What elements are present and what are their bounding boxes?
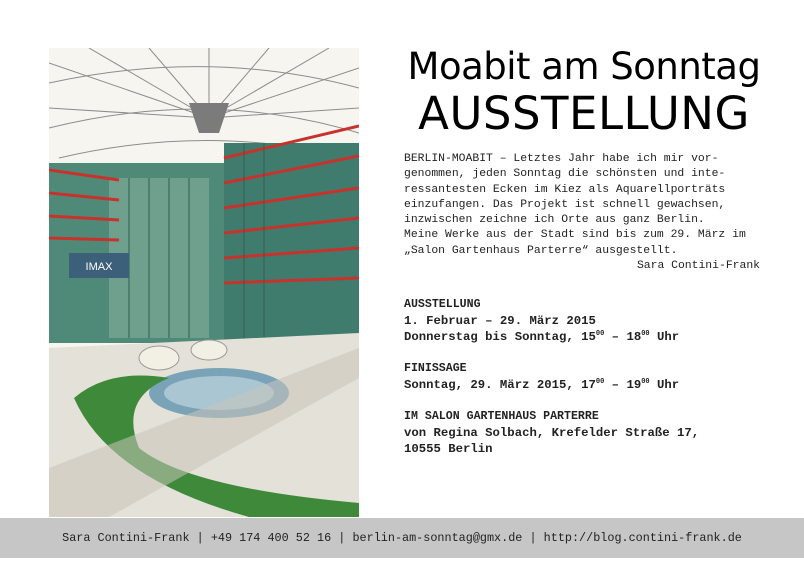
intro-text: [404, 152, 760, 274]
intro-line: ressantesten Ecken im Kiez als Aquarellporträts: [404, 183, 726, 196]
footer-email[interactable]: berlin-am-sonntag@gmx.de: [352, 531, 523, 545]
footer-name: Sara Contini-Frank: [62, 531, 190, 545]
exhibition-dates: 1. Februar – 29. März 2015: [404, 314, 596, 329]
intro-signature: Sara Contini-Frank: [636, 260, 760, 273]
venue-address-line-1: von Regina Solbach, Krefelder Straße 17,: [404, 426, 700, 441]
sony-center-watercolor-illustration: [49, 48, 359, 517]
title-line-2: AUSSTELLUNG: [418, 87, 750, 140]
finissage-heading: FINISSAGE: [404, 362, 467, 375]
footer-separator: |: [529, 531, 537, 545]
finissage-block: [404, 361, 679, 393]
footer-phone: +49 174 400 52 16: [210, 531, 332, 545]
intro-line: inzwischen zeichne ich Orte aus ganz Berlin.: [404, 214, 705, 227]
footer-contact-bar: [0, 518, 804, 558]
intro-line: genommen, jeden Sonntag die schönsten und inte-: [404, 168, 726, 181]
venue-block: [404, 409, 699, 458]
footer-separator: |: [338, 531, 346, 545]
intro-line: Meine Werke aus der Stadt sind bis zum 29. März im: [404, 229, 746, 242]
imax-sign-text: IMAX: [85, 261, 113, 273]
intro-line: BERLIN-MOABIT – Letztes Jahr habe ich mir vor-: [404, 153, 719, 165]
footer-separator: |: [196, 531, 204, 545]
footer-url[interactable]: http://blog.contini-frank.de: [543, 531, 742, 545]
poster-title: [404, 46, 764, 140]
intro-line: „Salon Gartenhaus Parterre“ ausgestellt.: [404, 244, 678, 257]
exhibition-hours: Donnerstag bis Sonntag, $15^{00} - 18^{00}$ Uhr: [404, 330, 680, 345]
venue-heading: IM SALON GARTENHAUS PARTERRE: [404, 410, 599, 423]
exhibition-heading: AUSSTELLUNG: [404, 298, 481, 311]
exhibition-block: [404, 297, 679, 346]
intro-line: einzufangen. Das Projekt ist schnell gewachsen,: [404, 198, 726, 211]
venue-address-line-2: 10555 Berlin: [404, 442, 493, 457]
finissage-datetime: Sonntag, 29. März 2015, $17^{00} - 19^{00}$ Uhr: [404, 378, 680, 393]
title-line-1: Moabit am Sonntag: [407, 45, 761, 88]
